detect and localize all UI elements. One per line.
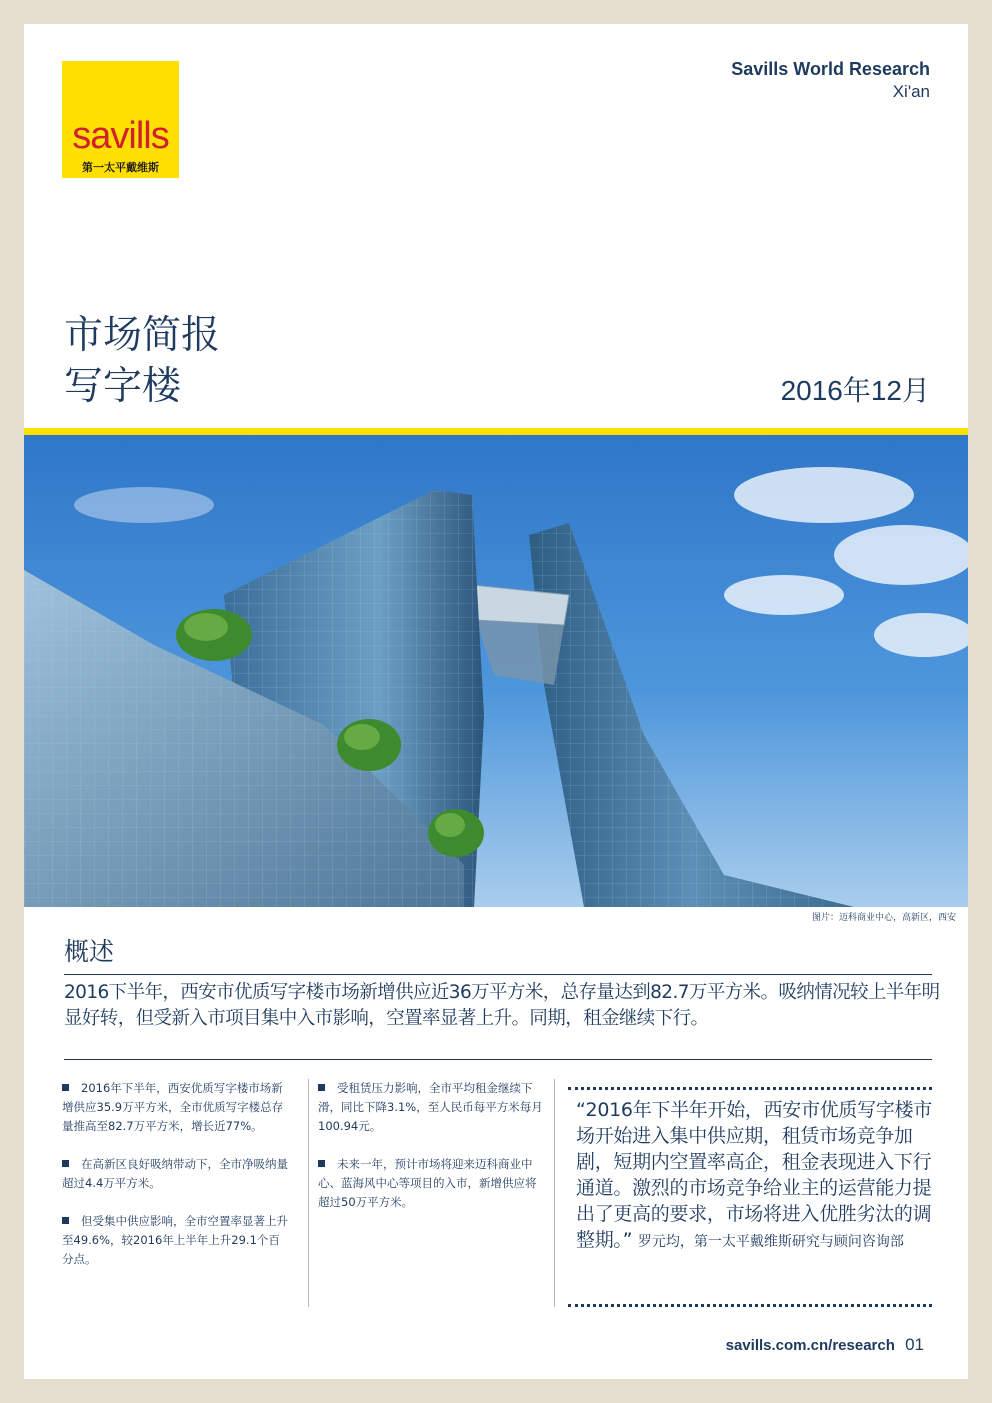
column-divider [308, 1079, 309, 1307]
report-title-line1: 市场简报 [64, 313, 221, 358]
research-city: Xi'an [892, 82, 930, 101]
bullet-column-middle [318, 1079, 546, 1231]
report-date: 2016年12月 [780, 375, 930, 406]
bullet-item [62, 1155, 290, 1193]
bullet-item [62, 1212, 290, 1269]
quote-attribution: 罗元均，第一太平戴维斯研究与顾问咨询部 [637, 1234, 904, 1250]
bullet-text: 未来一年，预计市场将迎来迈科商业中心、蓝海风中心等项目的入市，新增供应将超过50万平方米。 [318, 1157, 537, 1209]
bullet-marker [62, 1084, 69, 1091]
bullet-text: 2016年下半年，西安优质写字楼市场新增供应35.9万平方米，全市优质写字楼总存量推高至82.7万平方米，增长近77%。 [62, 1081, 284, 1133]
footer-link[interactable]: savills.com.cn/research [725, 1337, 895, 1354]
bullet-marker [318, 1160, 325, 1167]
bullet-marker [62, 1160, 69, 1167]
hero-image [24, 435, 968, 907]
summary-paragraph: 2016下半年，西安市优质写字楼市场新增供应近36万平方米，总存量达到82.7万平方米。吸纳情况较上半年明显好转，但受新入市项目集中入市影响，空置率显著上升。同期，租金继续下行。 [64, 982, 940, 1029]
savills-logo[interactable] [62, 61, 179, 178]
pull-quote [576, 1097, 936, 1255]
yellow-divider [24, 428, 968, 435]
page-number: 01 [905, 1335, 924, 1354]
summary-rule [64, 1059, 932, 1060]
quote-bottom-dots [568, 1304, 932, 1307]
bullet-item [318, 1155, 546, 1212]
bullet-text: 受租赁压力影响，全市平均租金继续下滑，同比下降3.1%，至人民币每平方米每月100.94元。 [318, 1081, 543, 1133]
bullet-marker [62, 1217, 69, 1224]
research-series-title: Savills World Research [731, 59, 930, 79]
bullet-text: 但受集中供应影响，全市空置率显著上升至49.6%，较2016年上半年上升29.1个百分点。 [62, 1214, 288, 1266]
page-footer [726, 1335, 924, 1355]
section-heading: 概述 [64, 937, 115, 966]
bullet-marker [318, 1084, 325, 1091]
quote-top-dots [568, 1087, 932, 1090]
heading-rule [64, 974, 932, 975]
logo-wordmark: savills [72, 115, 169, 157]
bullet-text: 在高新区良好吸纳带动下，全市净吸纳量超过4.4万平方米。 [62, 1157, 288, 1190]
bullet-column-left [62, 1079, 290, 1288]
quote-text: “2016年下半年开始，西安市优质写字楼市场开始进入集中供应期，租赁市场竞争加剧，短期内空置率高企，租金表现进入下行通道。激烈的市场竞争给业主的运营能力提出了更高的要求，市场将进入优胜劣汰的调整期。” [576, 1099, 932, 1251]
report-title-line2: 写字楼 [64, 364, 182, 409]
logo-subtitle: 第一太平戴维斯 [82, 161, 159, 174]
image-caption: 图片：迈科商业中心，高新区，西安 [811, 913, 956, 923]
bullet-item [318, 1079, 546, 1136]
column-divider [554, 1079, 555, 1307]
bullet-item [62, 1079, 290, 1136]
report-page [24, 24, 968, 1379]
